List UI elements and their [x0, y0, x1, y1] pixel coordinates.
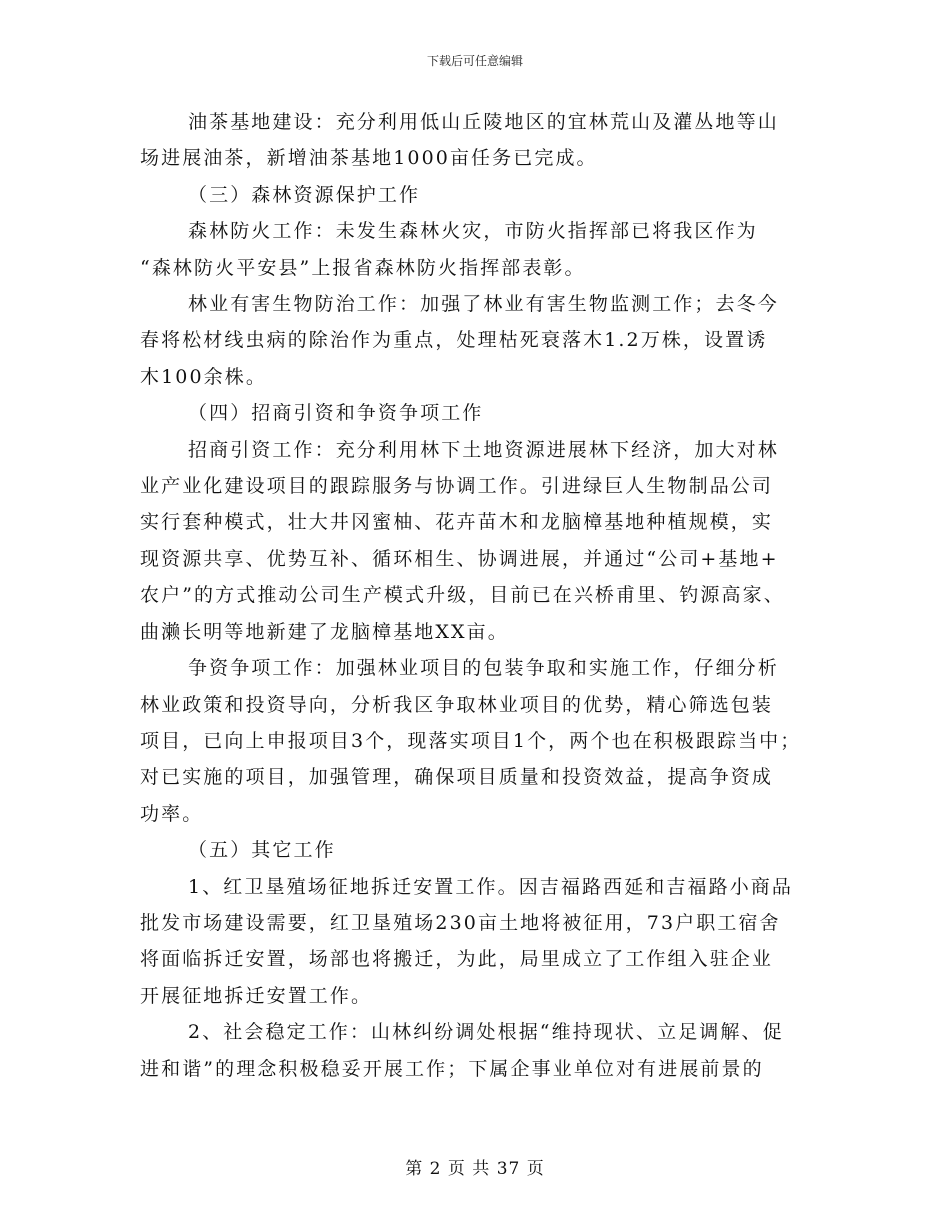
page-header: 下载后可任意编辑: [426, 54, 523, 68]
paragraph: [140, 213, 820, 286]
text-line: 项目，已向上申报项目3个，现落实项目1个，两个也在积极跟踪当中；: [140, 729, 802, 752]
text-line: “森林防火平安县”上报省森林防火指挥部表彰。: [140, 256, 586, 279]
text-line: 林业有害生物防治工作：加强了林业有害生物监测工作；去冬今: [188, 293, 779, 316]
paragraph: [140, 650, 820, 832]
text-line: 将面临拆迁安置，场部也将搬迁，为此，局里成立了工作组入驻企业: [140, 948, 774, 971]
text-line: 现资源共享、优势互补、循环相生、协调进展，并通过“公司+基地+: [140, 547, 779, 570]
page-footer: 第 2 页 共 37 页: [405, 1159, 545, 1179]
text-line: 招商引资工作：充分利用林下土地资源进展林下经济，加大对林: [188, 438, 779, 461]
text-line: 森林防火工作：未发生森林火灾，市防火指挥部已将我区作为: [188, 220, 758, 243]
text-line: 1、红卫垦殖场征地拆迁安置工作。因吉福路西延和吉福路小商品: [188, 875, 793, 898]
text-line: 木100余株。: [140, 365, 267, 388]
paragraph: [140, 1014, 820, 1087]
text-line: 农户”的方式推动公司生产模式升级，目前已在兴桥甫里、钓源高家、: [140, 584, 785, 607]
text-line: 2、社会稳定工作：山林纠纷调处根据“维持现状、立足调解、促: [188, 1021, 784, 1044]
text-line: 场进展油茶，新增油茶基地1000亩任务已完成。: [140, 147, 598, 170]
text-line: 林业政策和投资导向，分析我区争取林业项目的优势，精心筛选包装: [140, 693, 774, 716]
text-line: 油茶基地建设：充分利用低山丘陵地区的宜林荒山及灌丛地等山: [188, 111, 779, 133]
text-line: （五）其它工作: [188, 839, 336, 862]
section-heading: [140, 177, 820, 213]
section-heading: [140, 395, 820, 431]
text-line: 业产业化建设项目的跟踪服务与协调工作。引进绿巨人生物制品公司: [140, 475, 774, 498]
paragraph: [140, 869, 820, 1015]
text-line: 春将松材线虫病的除治作为重点，处理枯死衰落木1.2万株，设置诱: [140, 329, 768, 352]
text-line: 实行套种模式，壮大井冈蜜柚、花卉苗木和龙脑樟基地种植规模，实: [140, 511, 774, 534]
text-line: 争资争项工作：加强林业项目的包装争取和实施工作，仔细分析: [188, 657, 779, 680]
paragraph: [140, 286, 820, 395]
text-line: 对已实施的项目，加强管理，确保项目质量和投资效益，提高争资成: [140, 766, 774, 789]
text-line: 曲濑长明等地新建了龙脑樟基地XX亩。: [140, 620, 509, 643]
text-line: 批发市场建设需要，红卫垦殖场230亩土地将被征用，73户职工宿舍: [140, 911, 781, 934]
text-line: 功率。: [140, 802, 204, 825]
text-line: 开展征地拆迁安置工作。: [140, 984, 373, 1007]
text-line: （三）森林资源保护工作: [188, 183, 421, 206]
document-body: [140, 104, 820, 1087]
text-line: （四）招商引资和争资争项工作: [188, 402, 484, 425]
paragraph: [140, 432, 820, 650]
section-heading: [140, 832, 820, 868]
paragraph: [140, 104, 820, 177]
text-line: 进和谐”的理念积极稳妥开展工作；下属企事业单位对有进展前景的: [140, 1057, 764, 1080]
